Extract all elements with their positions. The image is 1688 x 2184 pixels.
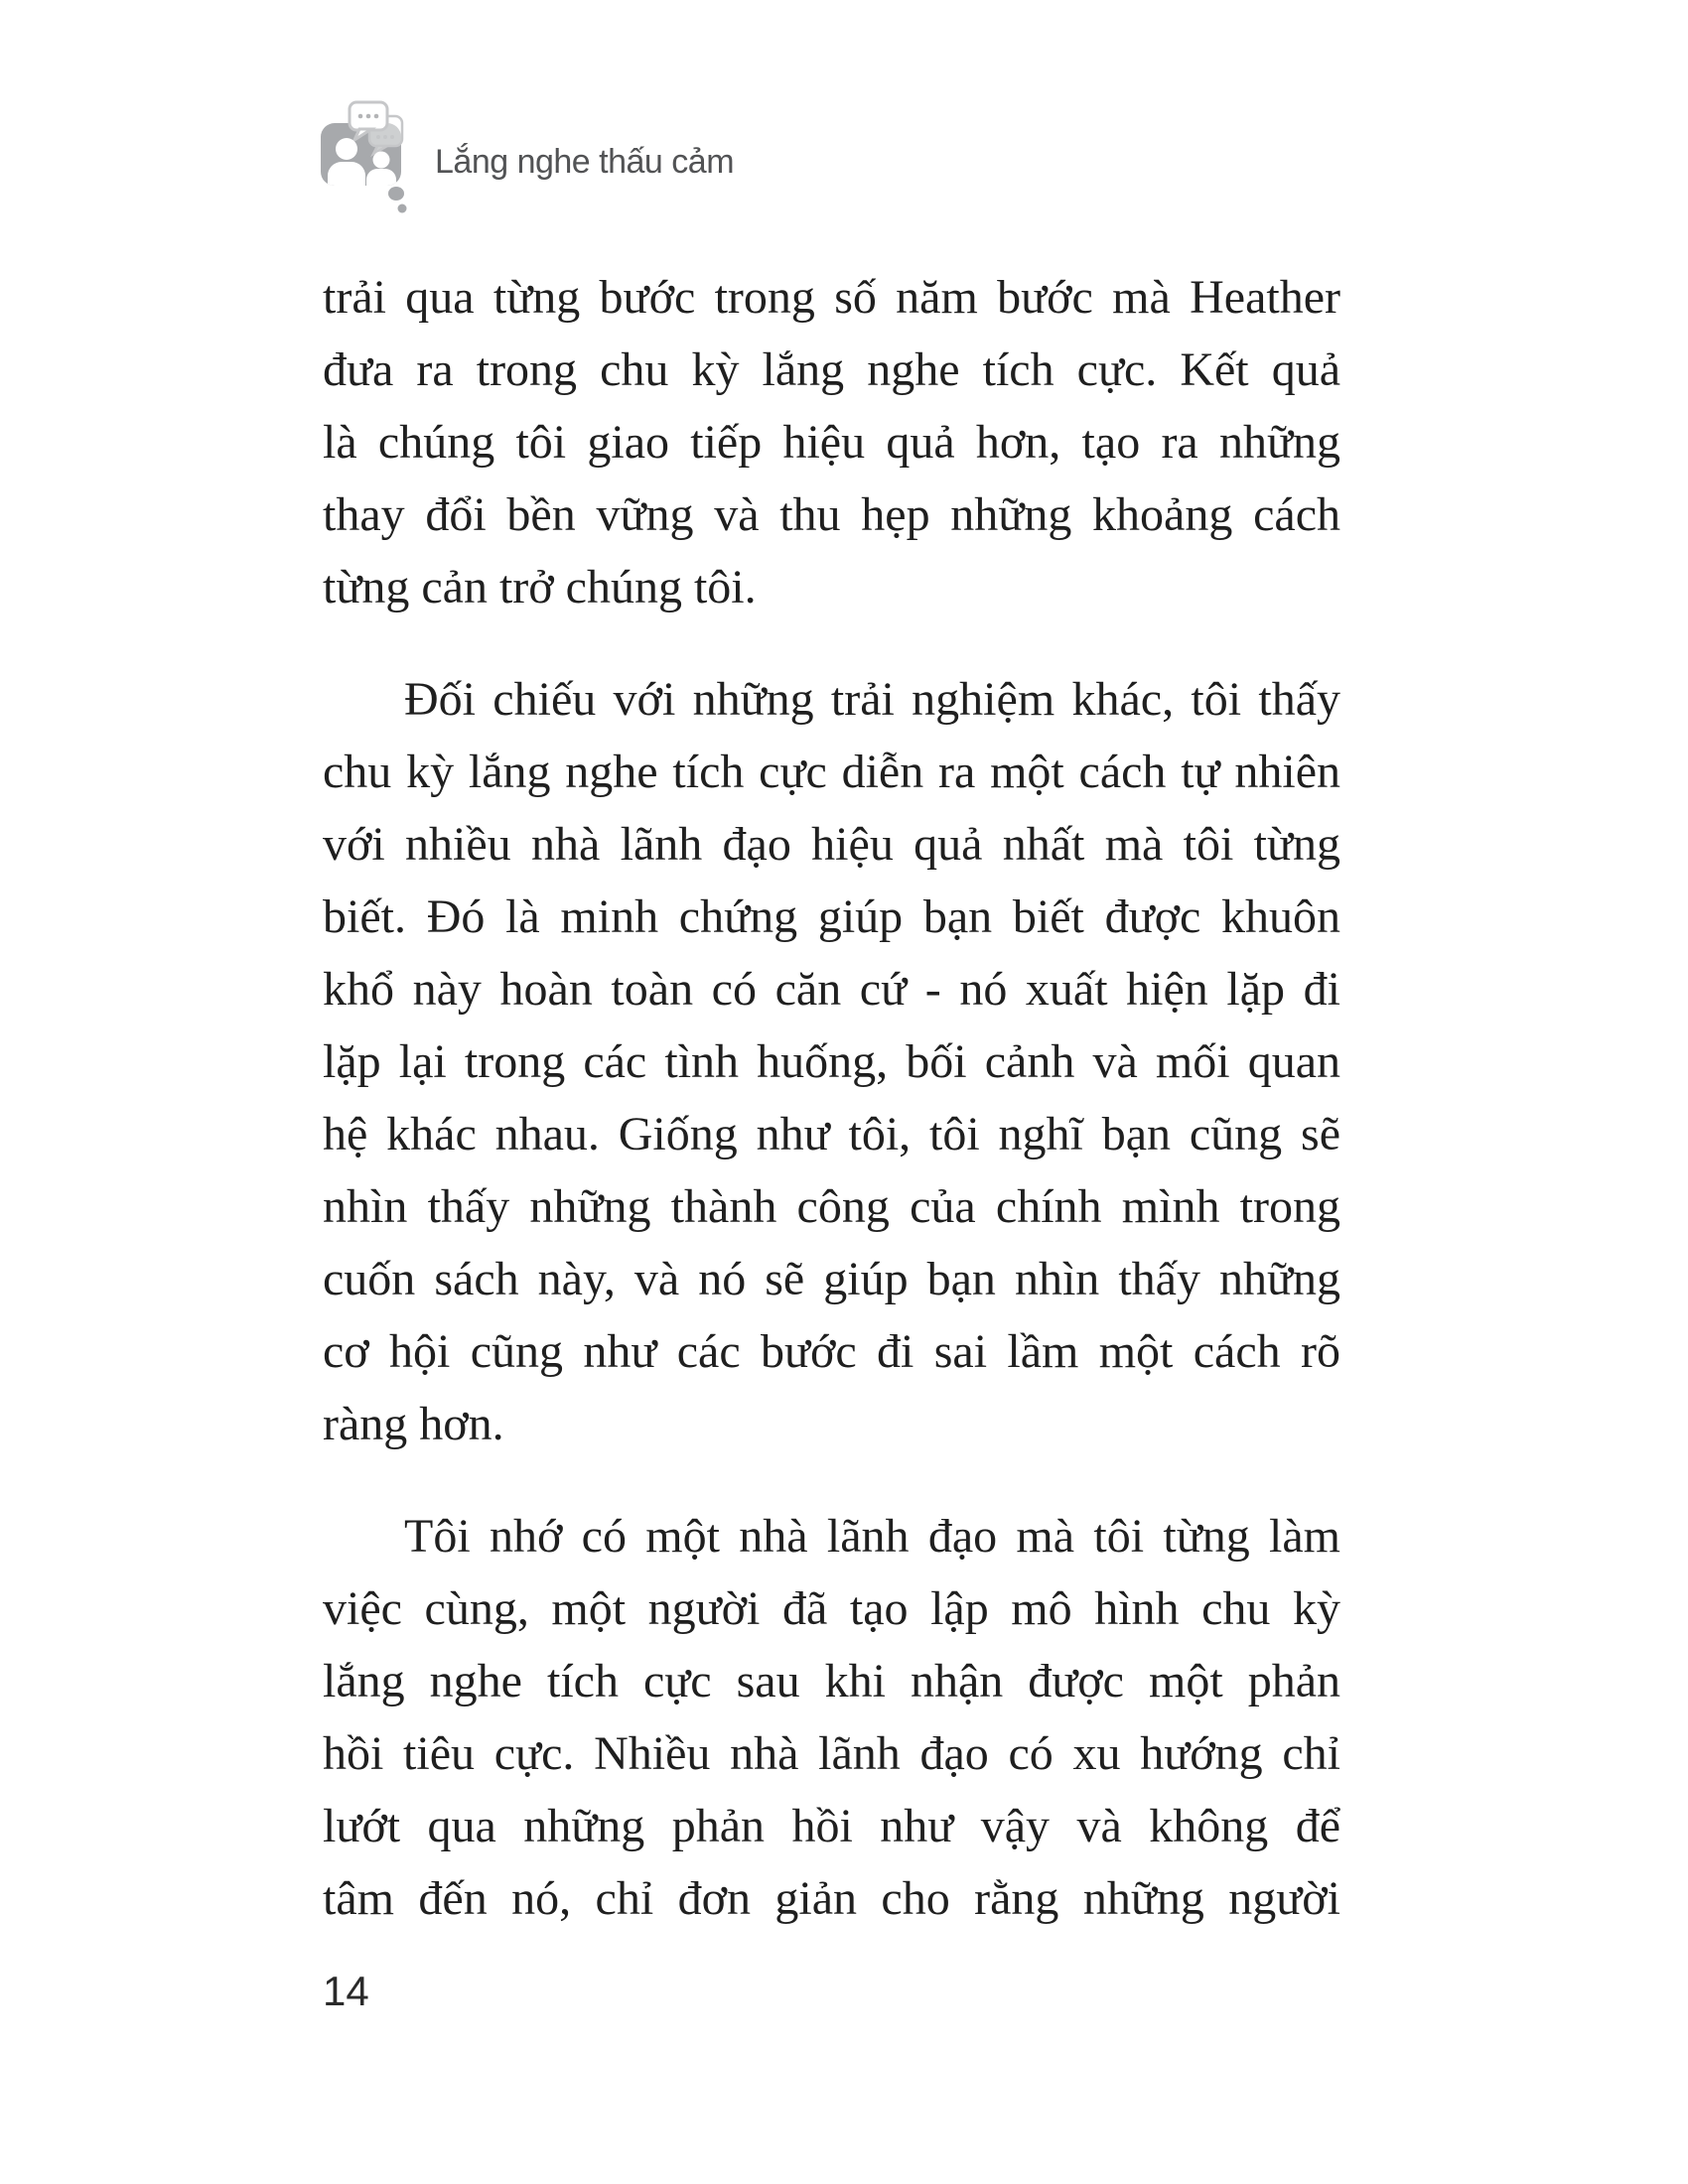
text-line: nhìn thấy những thành công của chính mình trong bbox=[323, 1180, 1340, 1233]
thought-dot-icon bbox=[388, 187, 404, 201]
text-line: biết. Đó là minh chứng giúp bạn biết được khuôn bbox=[323, 890, 1340, 943]
text-line: Tôi nhớ có một nhà lãnh đạo mà tôi từng làm bbox=[404, 1510, 1340, 1563]
page-header-title: Lắng nghe thấu cảm bbox=[435, 143, 735, 181]
text-line: trải qua từng bước trong số năm bước mà Heather bbox=[323, 271, 1340, 324]
text-line: là chúng tôi giao tiếp hiệu quả hơn, tạo ra những bbox=[323, 416, 1340, 469]
text-line: ràng hơn. bbox=[323, 1398, 504, 1450]
text-line: việc cùng, một người đã tạo lập mô hình chu kỳ bbox=[323, 1582, 1340, 1635]
text-line: khổ này hoàn toàn có căn cứ - nó xuất hiện lặp đi bbox=[323, 963, 1340, 1016]
body-text bbox=[323, 261, 1340, 1935]
text-line: Đối chiếu với những trải nghiệm khác, tôi thấy bbox=[404, 673, 1340, 726]
text-line: cơ hội cũng như các bước đi sai lầm một cách rõ bbox=[323, 1325, 1340, 1378]
text-line: đưa ra trong chu kỳ lắng nghe tích cực. Kết quả bbox=[323, 343, 1340, 396]
paragraph bbox=[323, 1500, 1340, 1935]
text-line: cuốn sách này, và nó sẽ giúp bạn nhìn thấy những bbox=[323, 1253, 1340, 1305]
text-line: tâm đến nó, chỉ đơn giản cho rằng những người bbox=[323, 1872, 1340, 1925]
page-header bbox=[320, 99, 734, 220]
thought-dot-small-icon bbox=[398, 205, 407, 213]
text-line: chu kỳ lắng nghe tích cực diễn ra một cách tự nhiên bbox=[323, 746, 1340, 798]
text-line: lặp lại trong các tình huống, bối cảnh và mối quan bbox=[323, 1035, 1340, 1088]
text-line: lắng nghe tích cực sau khi nhận được một phản bbox=[323, 1655, 1340, 1707]
text-line: hệ khác nhau. Giống như tôi, tôi nghĩ bạn cũng sẽ bbox=[323, 1108, 1340, 1160]
paragraph bbox=[323, 261, 1340, 623]
page-number: 14 bbox=[323, 1968, 369, 2014]
text-line: thay đổi bền vững và thu hẹp những khoảng cách bbox=[323, 488, 1340, 541]
conversation-people-icon bbox=[320, 99, 411, 220]
text-line: từng cản trở chúng tôi. bbox=[323, 561, 757, 614]
text-line: hồi tiêu cực. Nhiều nhà lãnh đạo có xu hướng chỉ bbox=[323, 1727, 1340, 1780]
paragraph bbox=[323, 663, 1340, 1460]
text-line: lướt qua những phản hồi như vậy và không để bbox=[323, 1800, 1340, 1852]
text-line: với nhiều nhà lãnh đạo hiệu quả nhất mà tôi từng bbox=[323, 818, 1340, 871]
